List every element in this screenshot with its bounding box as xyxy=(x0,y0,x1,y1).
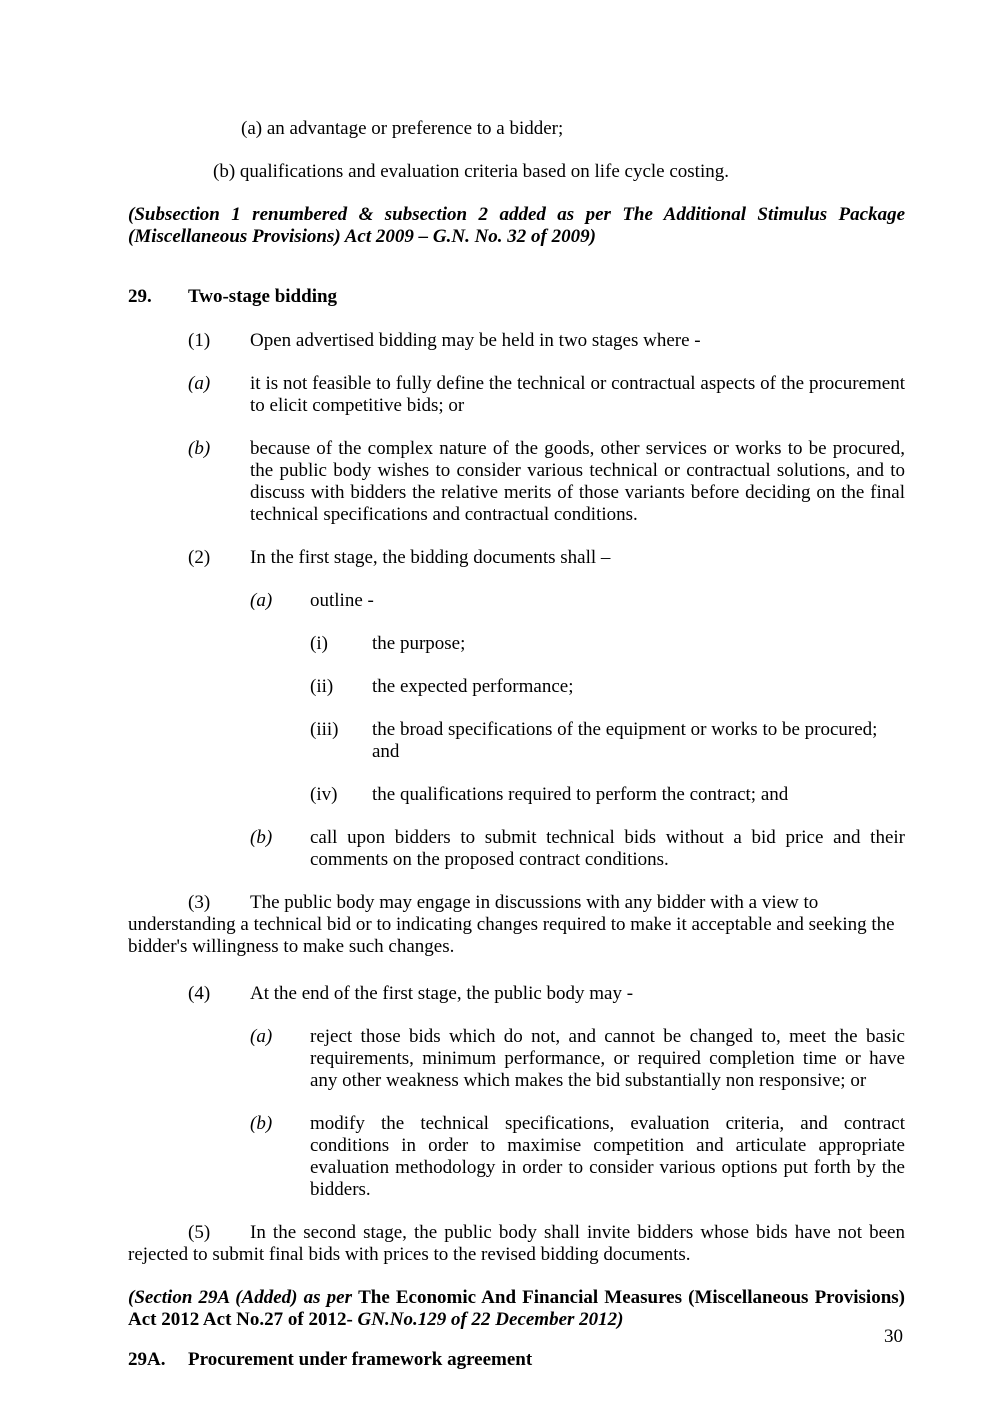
clause-4-text: At the end of the first stage, the public body may - xyxy=(250,983,634,1004)
clause-2a-iv-label: (iv) xyxy=(310,784,338,805)
clause-5-text: In the second stage, the public body shall invite bidders whose bids have not been rejected to submit final bids with prices to the revised bidding documents. xyxy=(128,1222,905,1265)
amendment-note-2009: (Subsection 1 renumbered & subsection 2 added as per The Additional Stimulus Package (Miscellaneous Provisions) Act 2009 – G.N. No. 32 of 2009) xyxy=(128,204,905,247)
clause-2 xyxy=(128,547,905,569)
clause-2a-label: (a) xyxy=(250,590,273,611)
clause-2-label: (2) xyxy=(188,547,211,568)
intro-item-a: (a) an advantage or preference to a bidder; xyxy=(241,118,564,139)
clause-4b-text: modify the technical specifications, evaluation criteria, and contract conditions in order to maximise competition and articulate appropriate evaluation methodology in order to consider various options put forth by the bidders. xyxy=(310,1113,905,1200)
clause-1b xyxy=(128,438,905,526)
clause-2a-text: outline - xyxy=(310,590,374,611)
amendment-note-2012 xyxy=(128,1287,905,1331)
clause-2b xyxy=(128,827,905,871)
clause-1 xyxy=(128,330,905,352)
section-29-heading xyxy=(128,286,905,308)
clause-2b-text: call upon bidders to submit technical bids without a bid price and their comments on the proposed contract conditions. xyxy=(310,827,905,870)
clause-2a-ii-text: the expected performance; xyxy=(372,676,574,697)
clause-2a-i-text: the purpose; xyxy=(372,633,466,654)
section-29a-title: Procurement under framework agreement xyxy=(188,1349,533,1370)
clause-3-text: The public body may engage in discussions with any bidder with a view to understanding a technical bid or to indicating changes required to make it acceptable and seeking the bidder's willingness to make such changes. xyxy=(128,892,895,957)
amendment-note-2012-tail: GN.No.129 of 22 December 2012) xyxy=(357,1309,624,1330)
clause-3 xyxy=(128,892,905,958)
clause-1-text: Open advertised bidding may be held in two stages where - xyxy=(250,330,701,351)
clause-2a-iii-label: (iii) xyxy=(310,719,339,740)
clause-2a-iv-text: the qualifications required to perform the contract; and xyxy=(372,784,789,805)
intro-item-b: (b) qualifications and evaluation criteria based on life cycle costing. xyxy=(213,161,729,182)
clause-5-label: (5) xyxy=(188,1222,211,1243)
clause-2a xyxy=(128,590,905,612)
document-content xyxy=(128,118,905,1371)
clause-3-label: (3) xyxy=(188,892,211,913)
clause-2a-ii xyxy=(128,676,905,698)
clause-1a xyxy=(128,373,905,417)
clause-4b xyxy=(128,1113,905,1201)
clause-2-text: In the first stage, the bidding documents shall – xyxy=(250,547,611,568)
clause-2a-i-label: (i) xyxy=(310,633,328,654)
page-number: 30 xyxy=(884,1326,903,1347)
clause-2a-iv xyxy=(128,784,905,806)
clause-2a-iii-text: the broad specifications of the equipment or works to be procured; and xyxy=(372,719,878,762)
clause-4a xyxy=(128,1026,905,1092)
section-29-number: 29. xyxy=(128,286,152,307)
clause-1b-label: (b) xyxy=(188,438,211,459)
clause-1a-label: (a) xyxy=(188,373,211,394)
section-29-title: Two-stage bidding xyxy=(188,286,338,307)
clause-2a-ii-label: (ii) xyxy=(310,676,334,697)
clause-5 xyxy=(128,1222,905,1266)
clause-1b-text: because of the complex nature of the goods, other services or works to be procured, the public body wishes to consider various technical or contractual solutions, and to discuss with bidders the relative merits of those variants before deciding on the final technical specifications and contractual conditions. xyxy=(250,438,905,525)
clause-1a-text: it is not feasible to fully define the technical or contractual aspects of the procurement to elicit competitive bids; or xyxy=(250,373,905,416)
clause-2a-i xyxy=(128,633,905,655)
clause-1-label: (1) xyxy=(188,330,211,351)
clause-4-label: (4) xyxy=(188,983,211,1004)
section-29a-heading xyxy=(128,1349,905,1371)
amendment-note-2012-mid: The Economic And Financial Measures (Miscellaneous Provisions) Act 2012 Act No.27 of 2012- xyxy=(128,1287,905,1330)
amendment-note-2012-lead: (Section 29A (Added) as per xyxy=(128,1287,359,1308)
clause-4 xyxy=(128,983,905,1005)
clause-4b-label: (b) xyxy=(250,1113,273,1134)
clause-2b-label: (b) xyxy=(250,827,273,848)
section-29a-number: 29A. xyxy=(128,1349,166,1370)
clause-4a-label: (a) xyxy=(250,1026,273,1047)
clause-2a-iii xyxy=(128,719,905,763)
clause-4a-text: reject those bids which do not, and cannot be changed to, meet the basic requirements, minimum performance, or required completion time or have any other weakness which makes the bid substantially non responsive; or xyxy=(310,1026,905,1091)
